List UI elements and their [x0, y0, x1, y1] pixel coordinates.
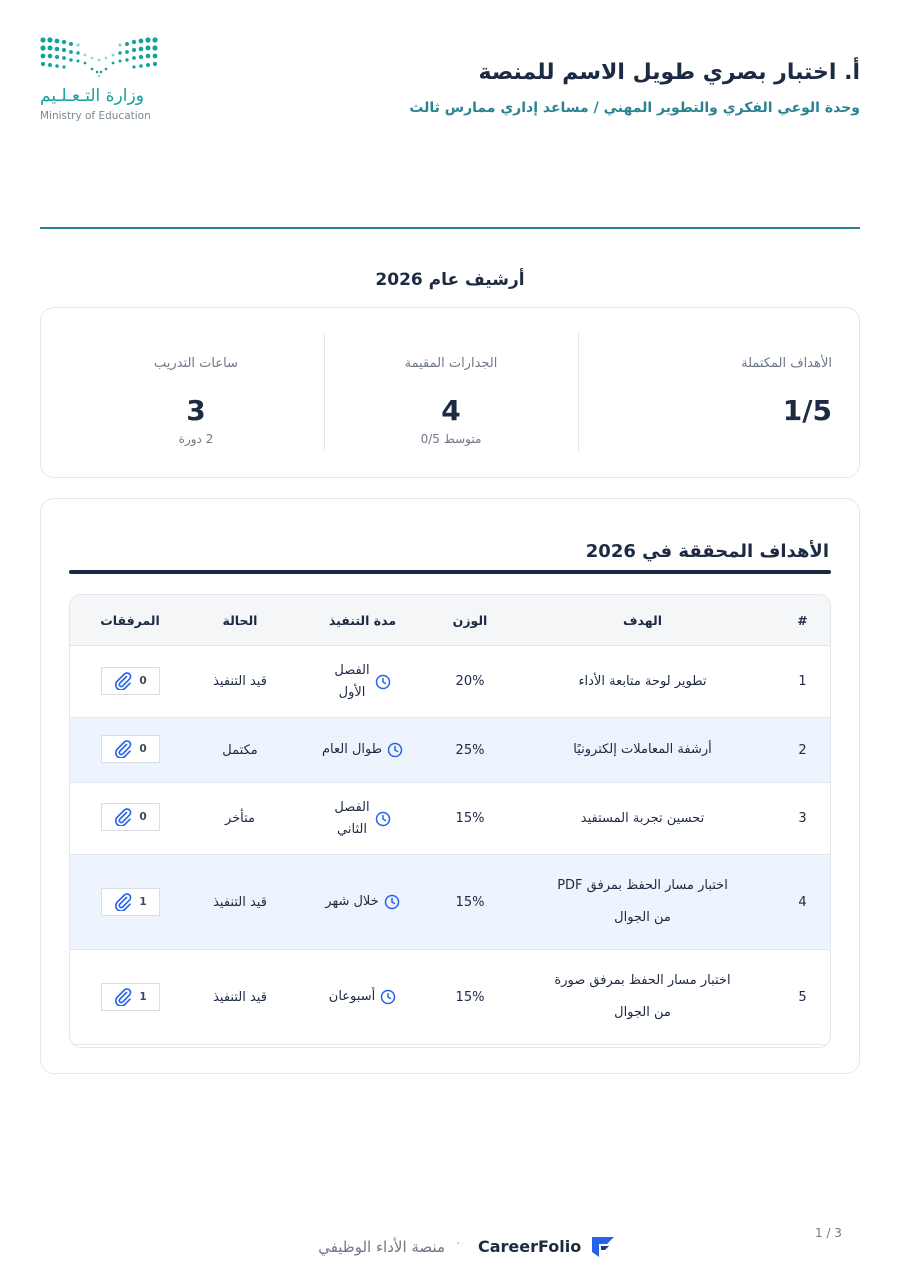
row-duration-text: طوال العام	[321, 742, 383, 757]
row-duration-text: الفصل الأول	[334, 662, 370, 700]
row-num: 3	[798, 811, 807, 826]
goals-card	[40, 498, 860, 1074]
ministry-logo	[40, 36, 158, 126]
paperclip-icon	[113, 988, 133, 1006]
row-weight: 15%	[455, 811, 485, 826]
clock-icon	[380, 989, 396, 1005]
stat-label: ساعات التدريب	[154, 356, 238, 371]
stat-label: الجدارات المقيمة	[404, 356, 498, 371]
row-duration	[295, 718, 430, 782]
row-attachments	[70, 646, 190, 717]
platform-name: منصة الأداء الوظيفي	[318, 1238, 445, 1256]
row-goal: اختبار مسار الحفظ بمرفق PDF من الجوال	[557, 878, 728, 925]
row-duration	[295, 646, 430, 717]
stat-value: 1/5	[782, 394, 832, 427]
ministry-dots-icon	[40, 36, 158, 82]
row-duration-text: خلال شهر	[325, 894, 379, 909]
paperclip-icon	[113, 740, 133, 758]
row-duration-text: أسبوعان	[328, 989, 376, 1004]
paperclip-icon	[113, 808, 133, 826]
clock-icon	[375, 811, 391, 827]
row-num: 4	[798, 894, 807, 910]
paperclip-icon	[113, 672, 133, 690]
attachments-button[interactable]	[101, 735, 160, 763]
col-header-attachments: المرفقات	[100, 612, 160, 628]
stat-value: 4	[441, 394, 461, 427]
row-weight: 25%	[455, 742, 485, 758]
attachments-button[interactable]	[101, 888, 160, 916]
attachments-button[interactable]	[101, 803, 160, 831]
attachments-button[interactable]	[101, 667, 160, 695]
attachments-count: 0	[139, 743, 147, 755]
attachments-button[interactable]	[101, 983, 160, 1011]
header-divider	[40, 227, 860, 229]
row-goal: تطوير لوحة متابعة الأداء	[578, 673, 707, 689]
col-header-duration: مدة التنفيذ	[328, 612, 397, 628]
row-duration	[295, 783, 430, 854]
stat-divider	[578, 333, 579, 451]
stat-sub: 2 دورة	[178, 432, 214, 446]
row-attachments	[70, 855, 190, 949]
archive-title: أرشيف عام 2026	[375, 270, 525, 290]
attachments-count: 1	[139, 896, 147, 908]
clock-icon	[384, 894, 400, 910]
row-goal: أرشفة المعاملات إلكترونيًا	[573, 742, 712, 757]
col-header-status: الحالة	[222, 612, 258, 628]
row-status: مكتمل	[222, 742, 258, 758]
paperclip-icon	[113, 893, 133, 911]
row-status: قيد التنفيذ	[213, 894, 267, 910]
stat-label: الأهداف المكتملة	[741, 356, 832, 371]
page-title: أ. اختبار بصري طويل الاسم للمنصة	[478, 60, 860, 85]
col-header-goal: الهدف	[623, 612, 662, 628]
attachments-count: 0	[139, 675, 147, 687]
stats-card	[40, 307, 860, 478]
row-duration	[295, 855, 430, 949]
row-attachments	[70, 950, 190, 1044]
table-header-row	[70, 595, 830, 646]
stat-training-hours	[41, 308, 324, 477]
table-row	[70, 783, 830, 855]
goals-title: الأهداف المحققة في 2026	[585, 541, 829, 562]
goals-title-underline	[69, 570, 831, 574]
page-subtitle: وحدة الوعي الفكري والتطوير المهني / مساعد إداري ممارس ثالث	[409, 100, 860, 116]
row-goal: تحسين تجربة المستفيد	[580, 810, 705, 826]
table-row	[70, 855, 830, 950]
col-header-weight: الوزن	[452, 612, 488, 628]
goals-table	[69, 594, 831, 1048]
row-num: 2	[798, 742, 807, 758]
row-num: 5	[798, 989, 807, 1005]
table-row	[70, 950, 830, 1045]
clock-icon	[375, 674, 391, 690]
page-number: 1 / 3	[815, 1226, 842, 1240]
attachments-count: 1	[139, 991, 147, 1003]
table-row	[70, 718, 830, 783]
row-status: قيد التنفيذ	[213, 989, 267, 1005]
row-attachments	[70, 783, 190, 854]
col-header-num: #	[797, 612, 808, 628]
clock-icon	[387, 742, 403, 758]
row-status: متأخر	[224, 811, 256, 826]
ministry-name-ar: وزارة التـعـلـيم	[40, 86, 144, 106]
stat-sub: متوسط 0/5	[420, 432, 482, 446]
footer	[0, 1232, 900, 1262]
row-num: 1	[798, 674, 807, 689]
table-row	[70, 646, 830, 718]
row-weight: 20%	[455, 674, 485, 689]
row-weight: 15%	[455, 894, 485, 910]
row-weight: 15%	[455, 989, 485, 1005]
row-goal: اختبار مسار الحفظ بمرفق صورة من الجوال	[554, 973, 731, 1020]
row-attachments	[70, 718, 190, 782]
footer-separator: ·	[456, 1236, 461, 1252]
row-status: قيد التنفيذ	[213, 674, 267, 689]
brand-name: CareerFolio	[478, 1237, 582, 1256]
stat-value: 3	[186, 394, 206, 427]
attachments-count: 0	[139, 811, 147, 823]
stat-competencies	[324, 308, 578, 477]
row-duration	[295, 950, 430, 1044]
row-duration-text: الفصل الثاني	[334, 799, 370, 837]
stat-completed-goals	[578, 308, 859, 477]
ministry-name-en: Ministry of Education	[40, 110, 151, 122]
careerfolio-logo-icon	[590, 1235, 616, 1259]
